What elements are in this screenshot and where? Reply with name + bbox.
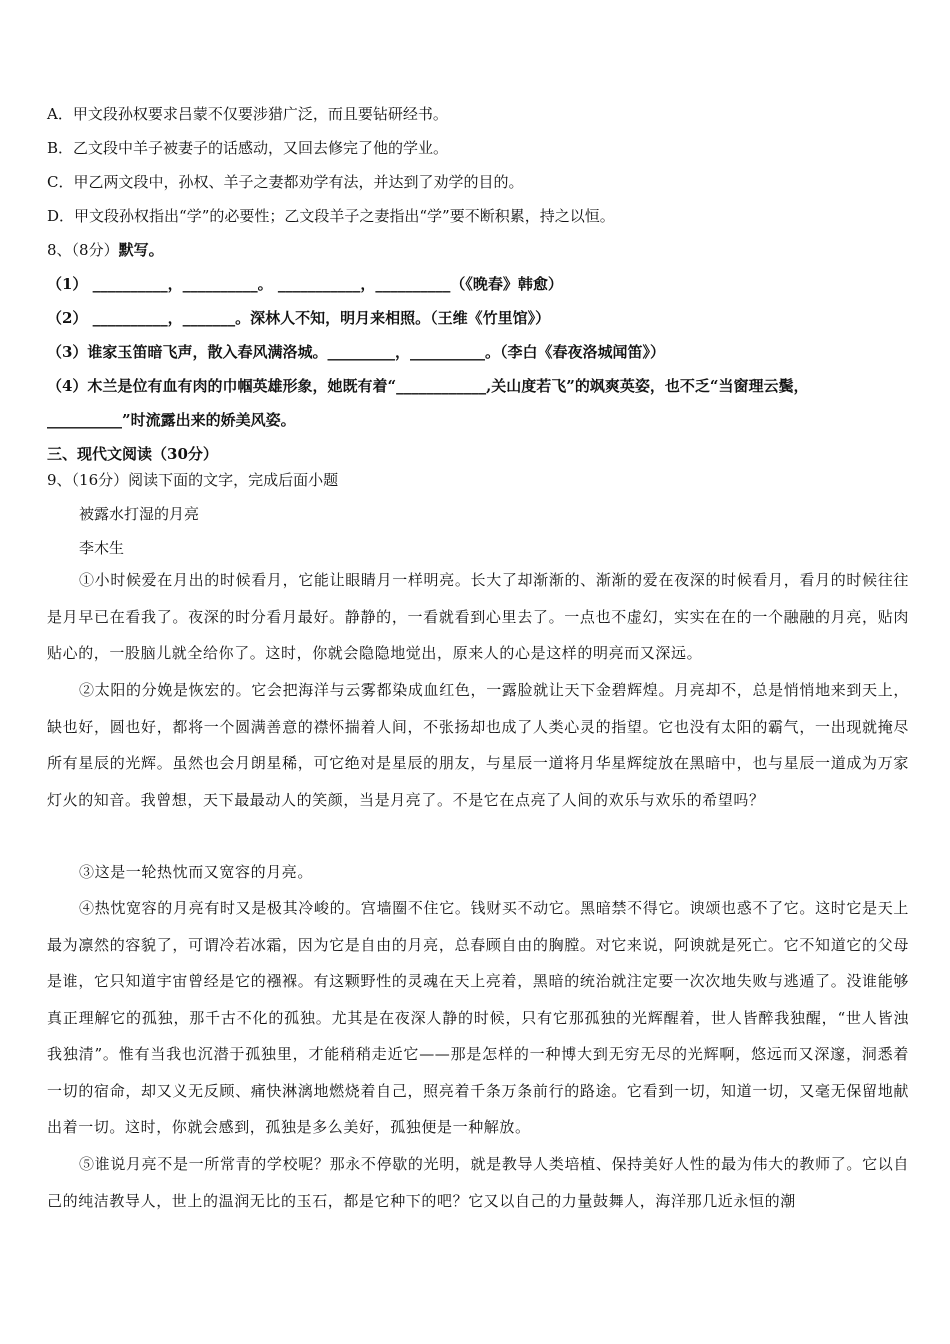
- option-a: A．甲文段孙权要求吕蒙不仅要涉猎广泛，而且要钻研经书。: [47, 105, 448, 123]
- question-8-number: 8、（8分）: [47, 241, 119, 259]
- dictation-line-2: （2） __________，_______。深林人不知，明月来相照。（王维《竹里馆》）: [47, 309, 551, 327]
- paragraph-4: ④热忱宽容的月亮有时又是极其冷峻的。宫墙圈不住它。钱财买不动它。黑暗禁不得它。谀颂也惑不了它。这时它是天上最为凛然的容貌了，可谓冷若冰霜，因为它是自由的月亮，总春顾自由的胸膛。对它来说，阿谀就是死亡。它不知道它的父母是谁，它只知道宇宙曾经是它的襁褓。有这颗野性的灵魂在天上亮着，黑暗的统治就注定要一次次地失败与逃遁了。没谁能够真正理解它的孤独，那千古不化的孤独。尤其是在夜深人静的时候，只有它那孤独的光辉醒着，世人皆醉我独醒，“世人皆浊我独清”。惟有当我也沉潜于孤独里，才能稍稍走近它——那是怎样的一种博大到无穷无尽的光辉啊，悠远而又深邃，洞悉着一切的宿命，却又义无反顾、痛快淋漓地燃烧着自己，照亮着千条万条前行的路途。它看到一切，知道一切，又毫无保留地献出着一切。这时，你就会感到，孤独是多么美好，孤独便是一种解放。: [47, 899, 909, 1136]
- paragraph-3: ③这是一轮热忱而又宽容的月亮。: [79, 863, 314, 881]
- paragraph-2: ②太阳的分娩是恢宏的。它会把海洋与云雾都染成血红色，一露脸就让天下金碧辉煌。月亮却不，总是悄悄地来到天上，缺也好，圆也好，都将一个圆满善意的襟怀揣着人间，不张扬却也成了人类心灵的指望。它也没有太阳的霸气，一出现就掩尽所有星辰的光辉。虽然也会月朗星稀，可它绝对是星辰的朋友，与星辰一道将月华星辉绽放在黑暗中，也与星辰一道成为万家灯火的知音。我曾想，天下最最动人的笑颜，当是月亮了。不是它在点亮了人间的欢乐与欢乐的希望吗？: [47, 681, 909, 809]
- section-heading: 三、现代文阅读（30分）: [47, 445, 218, 463]
- question-8-heading: [47, 240, 164, 260]
- dictation-line-3: （3）谁家玉笛暗飞声，散入春风满洛城。_________，__________。（李白《春夜洛城闻笛》）: [47, 343, 665, 361]
- article-author: 李木生: [79, 539, 125, 557]
- option-b: B．乙文段中羊子被妻子的话感动，又回去修完了他的学业。: [47, 139, 449, 157]
- question-9-heading: 9、（16分）阅读下面的文字，完成后面小题: [47, 471, 339, 489]
- dictation-line-1: （1） __________，__________。 ___________，__________（《晚春》韩愈）: [47, 275, 563, 293]
- paragraph-5: ⑤谁说月亮不是一所常青的学校呢？那永不停歇的光明，就是教导人类培植、保持美好人性的最为伟大的教师了。它以自己的纯洁教导人，世上的温润无比的玉石，都是它种下的吧？它又以自己的力量鼓舞人，海洋那几近永恒的潮: [47, 1155, 909, 1210]
- option-c: C．甲乙两文段中，孙权、羊子之妻都劝学有法，并达到了劝学的目的。: [47, 173, 524, 191]
- question-8-title: 默写。: [118, 241, 164, 259]
- paragraph-1: ①小时候爱在月出的时候看月，它能让眼睛月一样明亮。长大了却渐渐的、渐渐的爱在夜深的时候看月，看月的时候往往是月早已在看我了。夜深的时分看月最好。静静的，一看就看到心里去了。一点也不虚幻，实实在在的一个融融的月亮，贴肉贴心的，一股脑儿就全给你了。这时，你就会隐隐地觉出，原来人的心是这样的明亮而又深远。: [47, 571, 909, 662]
- option-d: D．甲文段孙权指出“学”的必要性；乙文段羊子之妻指出“学”要不断积累，持之以恒。: [47, 207, 615, 225]
- dictation-line-4: （4）木兰是位有血有肉的巾帼英雄形象，她既有着“____________,关山度若飞”的飒爽英姿，也不乏“当窗理云鬓，: [47, 377, 809, 395]
- article-title: 被露水打湿的月亮: [79, 505, 200, 523]
- dictation-line-4-cont: __________”时流露出来的娇美风姿。: [47, 411, 296, 429]
